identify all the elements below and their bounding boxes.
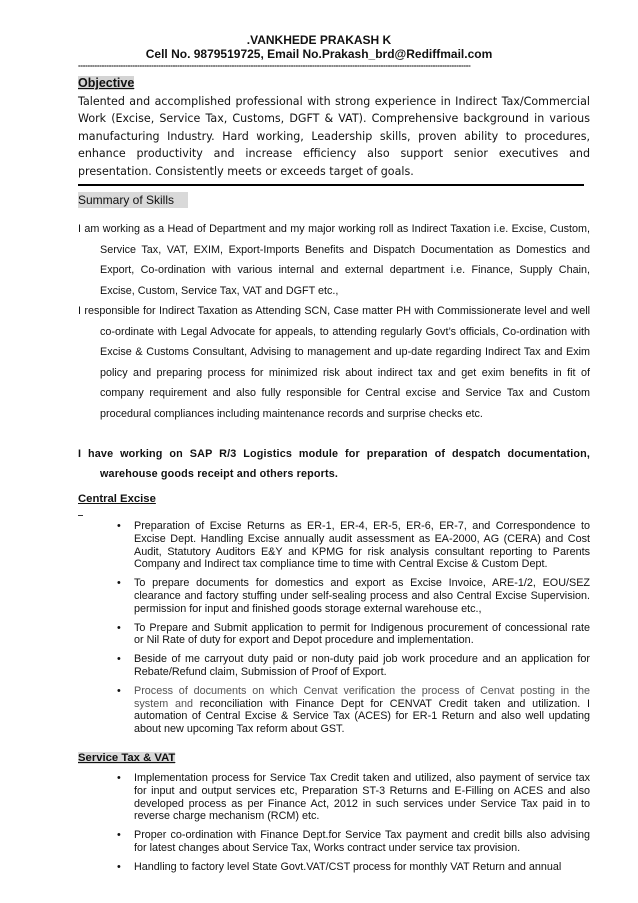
list-item — [112, 577, 590, 615]
summary-paragraph-bold — [78, 444, 590, 484]
summary-paragraph-text: I have working on SAP R/3 Logistics module for preparation of despatch documentation, warehouse goods receipt and others reports. — [78, 448, 590, 480]
list-item — [112, 772, 590, 823]
list-item — [112, 685, 590, 736]
bullet-icon: • — [117, 772, 121, 784]
list-item — [112, 622, 590, 648]
list-item-text: Beside of me carryout duty paid or non-duty paid job work procedure and an application for Rebate/Refund claim, Submission of Proof of Export. — [134, 653, 590, 678]
bullet-icon: • — [117, 653, 121, 666]
list-item — [112, 829, 590, 855]
list-item-text: Handling to factory level State Govt.VAT/CST process for monthly VAT Return and annual — [134, 860, 562, 873]
list-item — [112, 861, 590, 874]
section-divider — [78, 184, 584, 186]
bullet-icon: • — [117, 829, 121, 842]
bullet-icon: • — [117, 684, 121, 697]
summary-heading: Summary of Skills — [78, 192, 188, 208]
contact-line: Cell No. 9879519725, Email No.Prakash_brd@Rediffmail.com — [145, 47, 493, 61]
bullet-icon: • — [117, 577, 121, 590]
list-item — [112, 520, 590, 571]
bullet-icon: • — [117, 621, 121, 634]
list-item-text: To prepare documents for domestics and export as Excise Invoice, ARE-1/2, EOU/SEZ clearance and factory stuffing under self-sealing process and also Central Excise Supervision. permission for input and finished goods storage external warehouse etc., — [134, 577, 590, 615]
service-tax-heading: Service Tax & VAT — [78, 752, 176, 764]
objective-heading: Objective — [78, 76, 135, 90]
bullet-icon: • — [117, 860, 121, 873]
list-item-text: reconciliation with Finance Dept for CENVAT Credit taken and utilization. I automation of Central Excise & Service Tax (ACES) for ER-1 Return and also well updating about new upcoming Tax reform about GST. — [134, 697, 590, 736]
list-item-text: To Prepare and Submit application to permit for Indigenous procurement of concessional rate or Nil Rate of duty for export and Depot procedure and implementation. — [134, 621, 590, 647]
candidate-name: .VANKHEDE PRAKASH K — [246, 33, 392, 47]
list-item — [112, 653, 590, 679]
summary-paragraph — [78, 301, 590, 425]
summary-paragraph-text: I responsible for Indirect Taxation as Attending SCN, Case matter PH with Commissionerate level and well co-ordinate with Legal Advocate for appeals, to attending regularly Govt’s officials, Co-ordination with Excise & Customs Consultant, Advising to management and up-date regarding Indirect Tax and Exim policy and preparing process for minimized risk about indirect tax and get exim benefits in fit of company requirement and also fully responsible for Central excise and Service Tax and Custom procedural compliances including maintenance records and surprise checks etc. — [78, 305, 590, 420]
stray-mark — [78, 515, 83, 516]
list-item-text: Implementation process for Service Tax Credit taken and utilized, also payment of service tax for input and output services etc, Preparation ST-3 Returns and E-Filling on ACES and also developed process as per Finance Act, 2012 in such services under Service Tax paid in to reverse charge mechanism (RCM) etc. — [134, 772, 590, 823]
central-excise-heading: Central Excise — [78, 493, 156, 505]
central-excise-list — [112, 520, 590, 742]
bullet-icon: • — [117, 520, 121, 532]
list-item-text: Proper co-ordination with Finance Dept.for Service Tax payment and credit bills also advising for latest changes about Service Tax, Works contract under service tax provision. — [134, 829, 590, 854]
service-tax-list — [112, 772, 590, 880]
summary-paragraph — [78, 219, 590, 301]
summary-paragraph-text: I am working as a Head of Department and my major working roll as Indirect Taxation i.e. Excise, Custom, Service Tax, VAT, EXIM, Export-Imports Benefits and Dispatch Documentation as Domestics and Export, Co-ordination with various internal and external department i.e. Finance, Supply Chain, Excise, Custom, Service Tax, VAT and DGFT etc., — [78, 223, 590, 297]
header-separator: ---------------------------------------------------------------------------------------------------------------------------------------------------------------------- — [78, 61, 471, 70]
list-item-text: Preparation of Excise Returns as ER-1, ER-4, ER-5, ER-6, ER-7, and Correspondence to Excise Dept. Handling Excise annually audit assessment as EA-2000, AG (CERA) and Cost Audit, Statutory Auditors E&Y and KPMG for risk analysis consultant reporting to Parents Company and Indirect tax compliance time to time with Central Excise & Custom Dept. — [134, 520, 590, 571]
list-item-text-grey: Process of documents on which Cenvat verification the process of Cenvat posting in the system and — [134, 684, 590, 710]
objective-text: Talented and accomplished professional with strong experience in Indirect Tax/Commercial Work (Excise, Service Tax, Customs, DGFT & VAT). Comprehensive background in various manufacturing Industry. Hard working, Leadership skills, proven ability to procedures, enhance productivity and increase efficiency also support senior executives and presentation. Consistently meets or exceeds target of goals. — [78, 95, 590, 178]
